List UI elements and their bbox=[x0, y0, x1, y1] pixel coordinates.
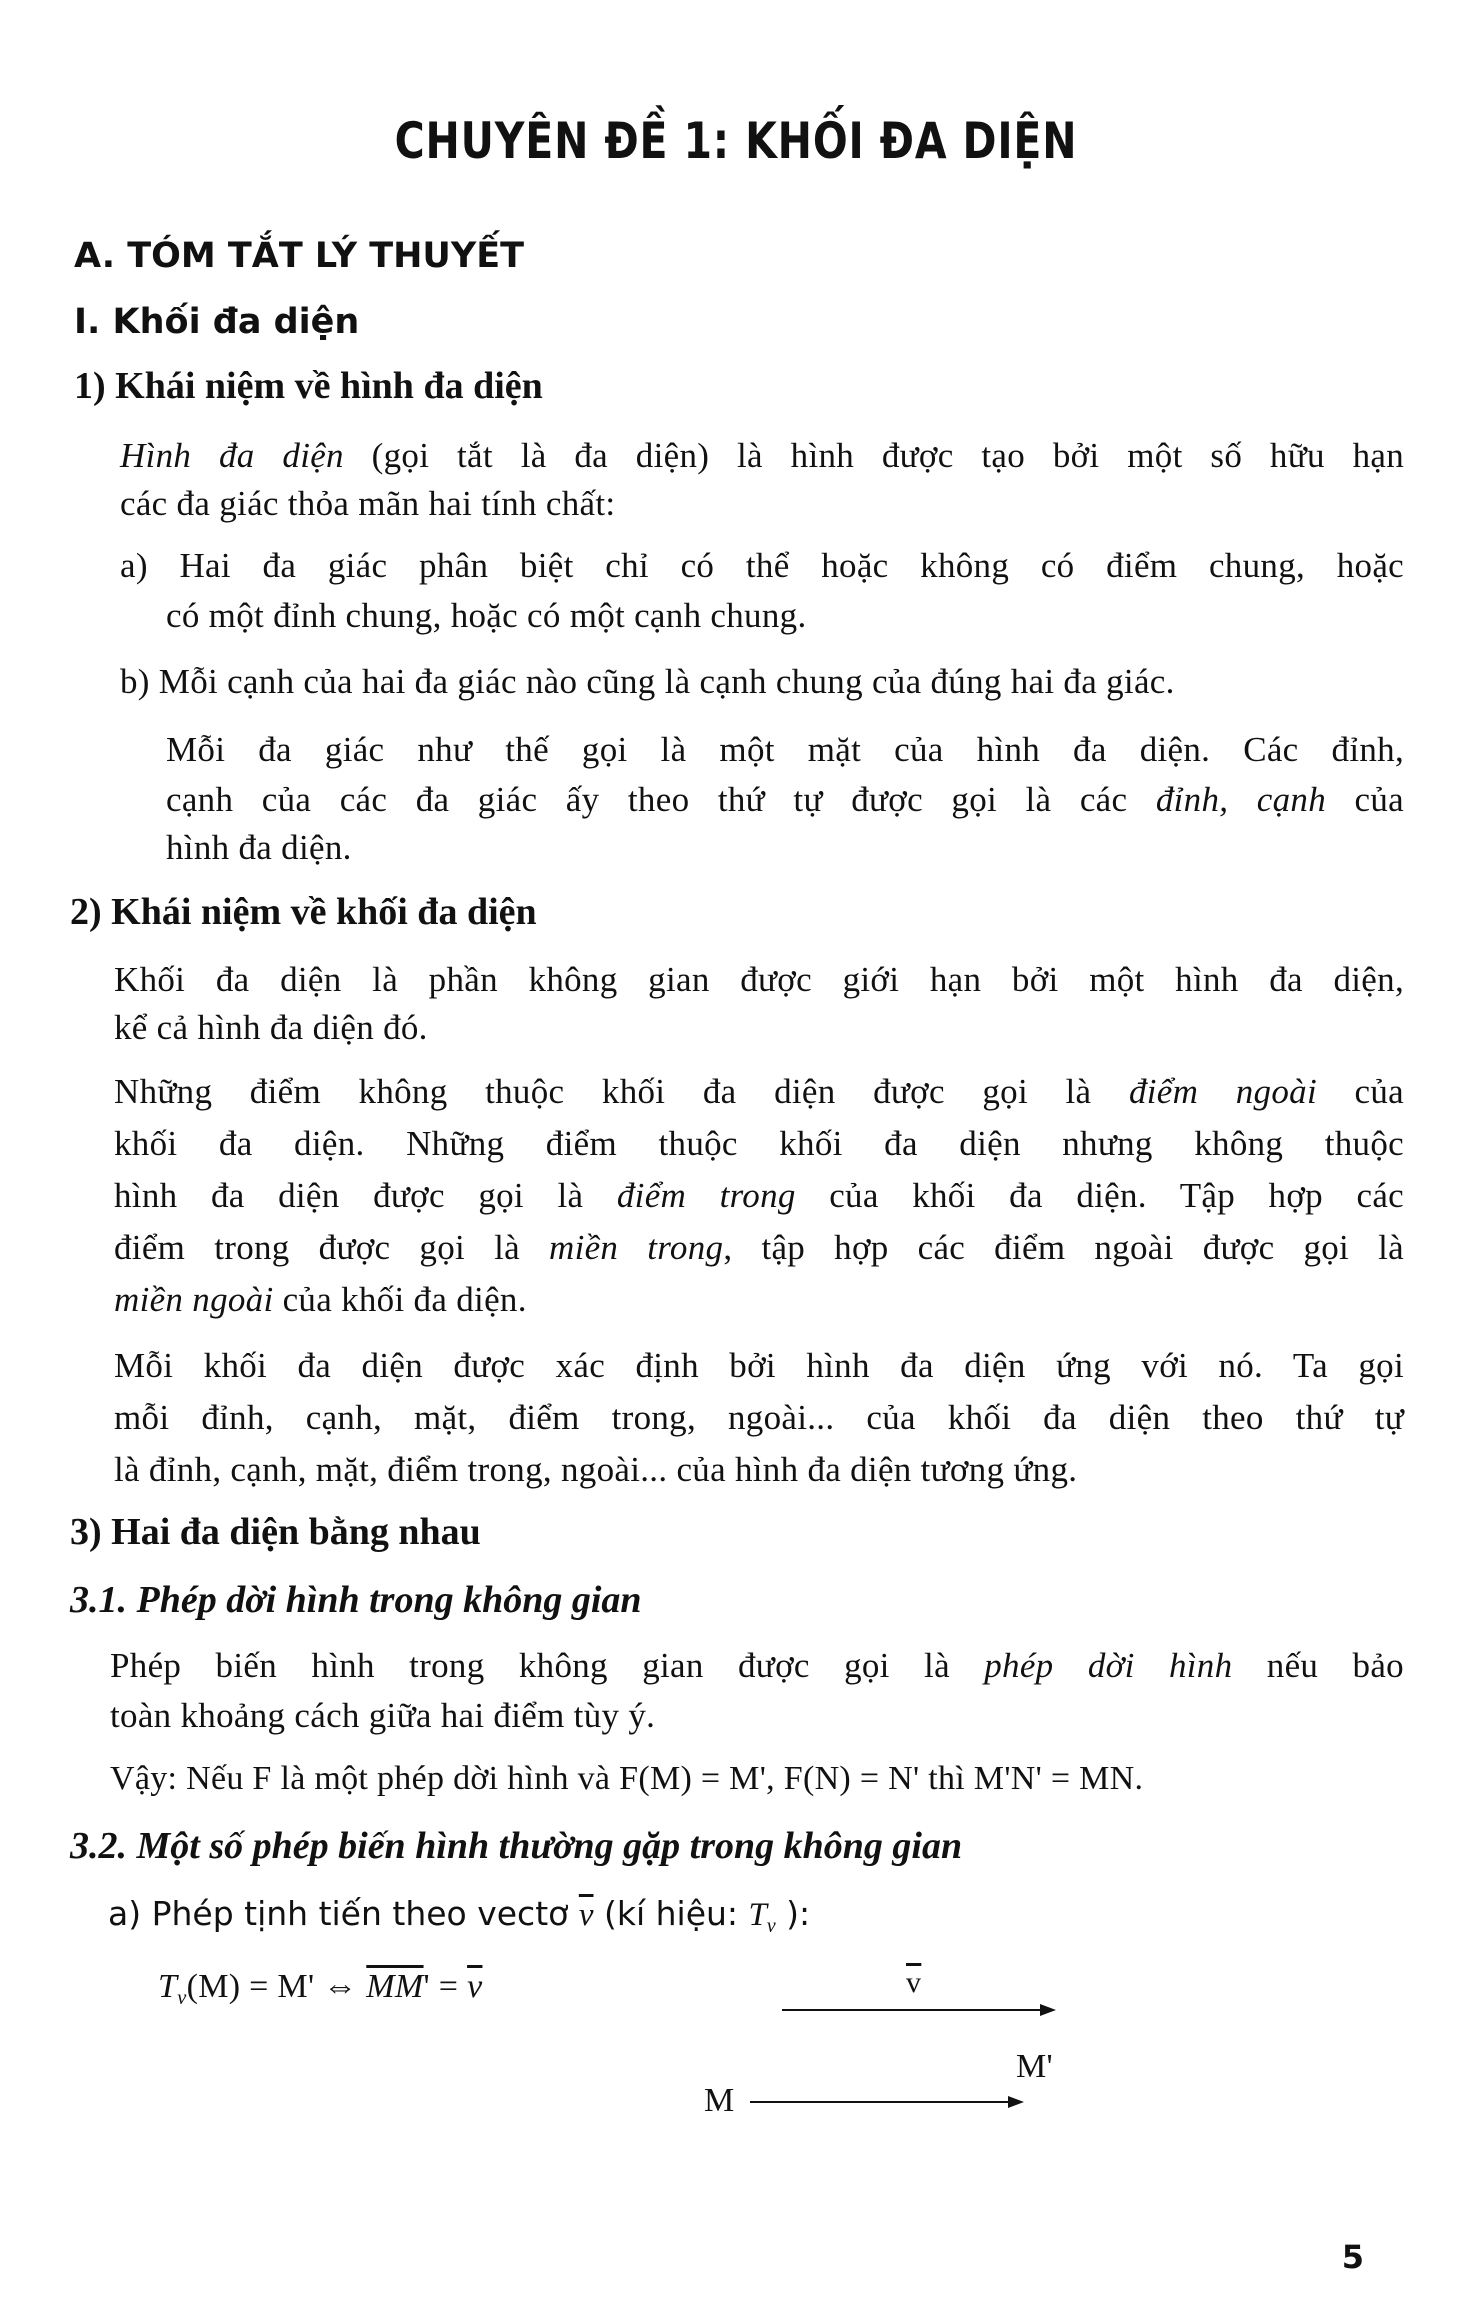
paragraph-line: các đa giác thỏa mãn hai tính chất: bbox=[120, 484, 616, 523]
heading-3-1: 3.1. Phép dời hình trong không gian bbox=[70, 1579, 642, 1621]
diagram-label-m: M bbox=[704, 2082, 735, 2119]
paragraph-line: cạnh của các đa giác ấy theo thứ tự được gọi là các đỉnh, cạnh của bbox=[166, 780, 1404, 819]
term-emphasis: điểm trong bbox=[616, 1176, 796, 1215]
conclusion-line: Vậy: Nếu F là một phép dời hình và F(M) = M', F(N) = N' thì M'N' = MN. bbox=[110, 1760, 1144, 1797]
list-item-a: a) Hai đa giác phân biệt chỉ có thể hoặc không có điểm chung, hoặc bbox=[120, 546, 1404, 585]
paragraph-line: khối đa diện. Những điểm thuộc khối đa diện nhưng không thuộc bbox=[114, 1124, 1404, 1163]
heading-2: 2) Khái niệm về khối đa diện bbox=[70, 891, 537, 933]
term-emphasis: đỉnh, cạnh bbox=[1155, 780, 1327, 819]
page-title: CHUYÊN ĐỀ 1: KHỐI ĐA DIỆN bbox=[394, 112, 1078, 170]
paragraph-line: là đỉnh, cạnh, mặt, điểm trong, ngoài... của hình đa diện tương ứng. bbox=[114, 1450, 1078, 1489]
term-emphasis: miền trong bbox=[549, 1228, 724, 1267]
paragraph-line: Mỗi đa giác như thế gọi là một mặt của hình đa diện. Các đỉnh, bbox=[166, 730, 1404, 769]
paragraph-line: kể cả hình đa diện đó. bbox=[114, 1008, 428, 1047]
paragraph-line: hình đa diện. bbox=[166, 828, 352, 867]
section-a-heading: A. TÓM TẮT LÝ THUYẾT bbox=[74, 236, 524, 276]
diagram-label-v: $\overline{v}$ bbox=[906, 1966, 922, 1999]
paragraph-line: Khối đa diện là phần không gian được giới hạn bởi một hình đa diện, bbox=[114, 960, 1404, 999]
diagram-label-m-prime: M' bbox=[1016, 2048, 1053, 2085]
paragraph-line: mỗi đỉnh, cạnh, mặt, điểm trong, ngoài... của khối đa diện theo thứ tự bbox=[114, 1398, 1404, 1437]
vector-v-symbol: $\overline{v}$ bbox=[578, 1897, 594, 1933]
translation-heading: a) Phép tịnh tiến theo vectơ $\overline{v}$ (kí hiệu: $T_v$ ): bbox=[108, 1894, 811, 1937]
list-item-a-cont: có một đỉnh chung, hoặc có một cạnh chung. bbox=[166, 596, 807, 635]
page-number: 5 bbox=[1341, 2238, 1364, 2276]
list-item-b: b) Mỗi cạnh của hai đa giác nào cũng là cạnh chung của đúng hai đa giác. bbox=[120, 662, 1175, 701]
section-1-heading: I. Khối đa diện bbox=[74, 302, 360, 342]
heading-1: 1) Khái niệm về hình đa diện bbox=[74, 365, 543, 407]
term-emphasis: điểm ngoài bbox=[1128, 1072, 1317, 1111]
paragraph-line: toàn khoảng cách giữa hai điểm tùy ý. bbox=[110, 1696, 656, 1735]
arrowhead-icon bbox=[1008, 2096, 1024, 2108]
term-emphasis: miền ngoài bbox=[114, 1280, 274, 1319]
paragraph-line: Những điểm không thuộc khối đa diện được gọi là điểm ngoài của bbox=[114, 1072, 1404, 1111]
paragraph-line: điểm trong được gọi là miền trong, tập hợp các điểm ngoài được gọi là bbox=[114, 1228, 1404, 1267]
vector-v-symbol: $\overline{v}$ bbox=[467, 1968, 483, 2005]
translation-formula: $T_v(M) = M'$ ⇔ $\overline{MM}' = \overline{v}$ bbox=[158, 1968, 483, 2010]
paragraph-line: Hình đa diện (gọi tắt là đa diện) là hình được tạo bởi một số hữu hạn bbox=[120, 436, 1405, 475]
heading-3-2: 3.2. Một số phép biến hình thường gặp trong không gian bbox=[70, 1825, 963, 1867]
vector-mm-symbol: $\overline{MM}$ bbox=[366, 1968, 424, 2005]
paragraph-line: Phép biến hình trong không gian được gọi là phép dời hình nếu bảo bbox=[110, 1646, 1404, 1685]
paragraph-line: Mỗi khối đa diện được xác định bởi hình đa diện ứng với nó. Ta gọi bbox=[114, 1346, 1404, 1385]
heading-3: 3) Hai đa diện bằng nhau bbox=[70, 1511, 481, 1553]
term-emphasis: phép dời hình bbox=[984, 1646, 1233, 1685]
translation-symbol: T bbox=[748, 1897, 767, 1933]
paragraph-line: hình đa diện được gọi là điểm trong của khối đa diện. Tập hợp các bbox=[114, 1176, 1404, 1215]
arrowhead-icon bbox=[1040, 2004, 1056, 2016]
term-emphasis: Hình đa diện bbox=[120, 436, 344, 475]
translation-symbol: T bbox=[158, 1968, 178, 2005]
paragraph-line: miền ngoài của khối đa diện. bbox=[114, 1280, 527, 1319]
